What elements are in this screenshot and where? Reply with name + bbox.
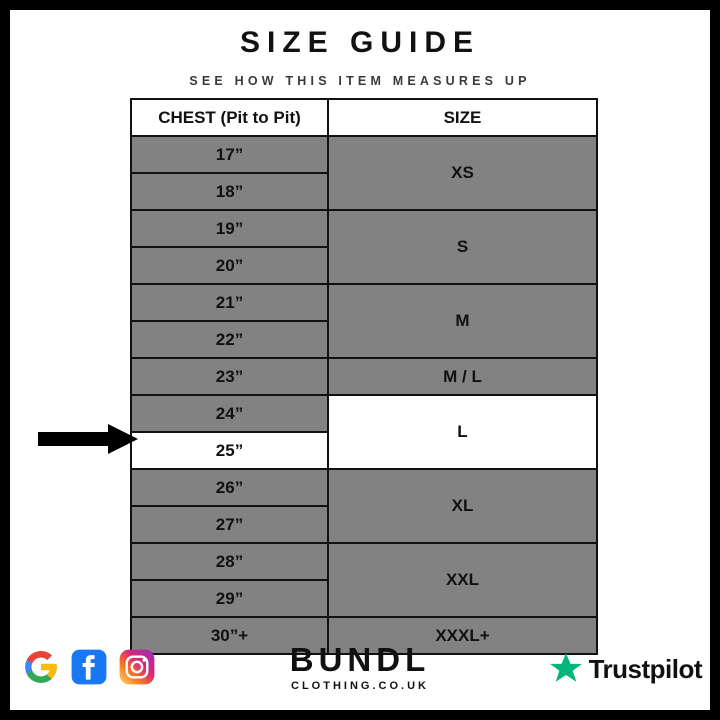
chest-cell: 18”: [131, 173, 328, 210]
trustpilot-logo[interactable]: [549, 652, 702, 686]
chest-cell-selected: 25”: [131, 432, 328, 469]
size-cell: M / L: [328, 358, 597, 395]
column-header-chest: CHEST (Pit to Pit): [131, 99, 328, 136]
size-table: [130, 98, 598, 655]
arrow-pointer-icon: [38, 422, 138, 456]
footer: [10, 642, 710, 710]
brand-website: CLOTHING.CO.UK: [291, 680, 429, 692]
size-cell: XXL: [328, 543, 597, 617]
size-cell: XXXL+: [328, 617, 597, 654]
size-cell: XL: [328, 469, 597, 543]
chest-cell: 24”: [131, 395, 328, 432]
table-row: [131, 469, 597, 506]
chest-cell: 17”: [131, 136, 328, 173]
chest-cell: 30”+: [131, 617, 328, 654]
page-title: SIZE GUIDE: [239, 26, 481, 59]
size-cell: M: [328, 284, 597, 358]
chest-cell: 20”: [131, 247, 328, 284]
column-header-size: SIZE: [328, 99, 597, 136]
table-row: [131, 358, 597, 395]
chest-cell: 27”: [131, 506, 328, 543]
table-header-row: [131, 99, 597, 136]
table-row: [131, 543, 597, 580]
size-cell: XS: [328, 136, 597, 210]
table-row: [131, 210, 597, 247]
size-cell-selected: L: [328, 395, 597, 469]
chest-cell: 26”: [131, 469, 328, 506]
star-icon: [549, 652, 583, 686]
chest-cell: 28”: [131, 543, 328, 580]
brand-name: BUNDL: [289, 641, 431, 678]
chest-cell: 21”: [131, 284, 328, 321]
table-row-highlighted: [131, 395, 597, 432]
chest-cell: 22”: [131, 321, 328, 358]
size-guide-page: [10, 10, 710, 710]
table-row: [131, 284, 597, 321]
trustpilot-name: Trustpilot: [588, 653, 702, 684]
size-table-wrapper: [130, 98, 592, 655]
chest-cell: 29”: [131, 580, 328, 617]
chest-cell: 19”: [131, 210, 328, 247]
page-subtitle: SEE HOW THIS ITEM MEASURES UP: [189, 74, 531, 88]
size-cell: S: [328, 210, 597, 284]
chest-cell: 23”: [131, 358, 328, 395]
table-row: [131, 136, 597, 173]
